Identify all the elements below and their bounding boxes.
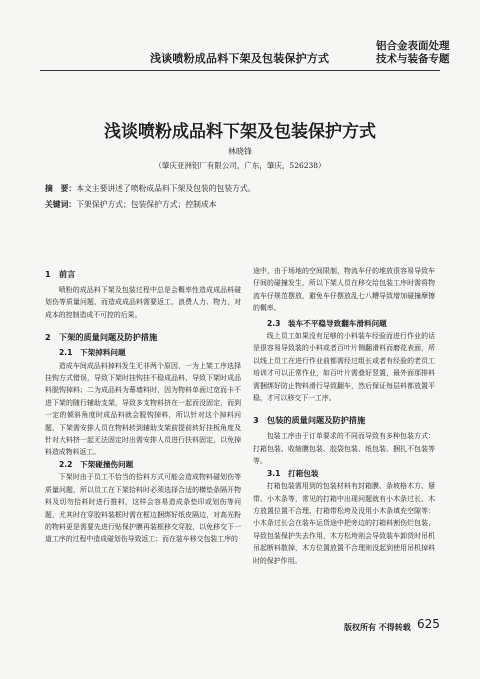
right-column [253, 265, 435, 567]
running-title: 浅谈喷粉成品料下架及包装保护方式 [150, 52, 330, 65]
article-title: 浅谈喷粉成品料下架及包装保护方式 [104, 122, 376, 142]
section-3-paragraph: 包装工序由于订单要求的不同而导致有多种包装方式：打箱包装、收缩膜包装、胶袋包装、纸包装、捆扎不包装等等。 [253, 432, 435, 466]
section-3-heading: 3 包装的质量问题及防护措施 [253, 415, 366, 426]
page-number: 625 [417, 617, 440, 631]
journal-line-1: 铝合金表面处理 [376, 40, 450, 52]
header-rule [40, 70, 440, 71]
journal-line-2: 技术与装备专题 [376, 53, 450, 65]
section-3-1-heading: 3.1 打箱包装 [267, 468, 319, 478]
section-2-1-heading: 2.1 下架掉料问题 [59, 348, 126, 358]
abstract [45, 183, 256, 194]
section-2-2-paragraph: 下架时由于员工不恰当的拾料方式可能会造成物料碰划伤等质量问题，所以员工在下架拾料时必须选择合适的横垫条隔开物料及切勿拾料时进行推料，这样会容易造成条垫印或划伤等问题，尤其时在穿胶料装框时需在框边捆绑好纸皮隔边，对高光粉的物料更是需要先进行贴保护膜再装框移交穿胶，以免移交下一道工序的过程中造成碰划伤导致返工；而在装车移交包装工序的 [45, 473, 241, 544]
section-2-2-heading: 2.2 下架碰撞伤问题 [59, 459, 134, 469]
affiliation: （肇庆亚洲铝厂有限公司，广东，肇庆，526238） [154, 161, 326, 170]
keywords [45, 199, 217, 210]
copyright-notice: 版权所有 不得转载 [344, 623, 411, 632]
section-2-2-continued: 途中，由于场地的空间限制，物流车仔的堆放很容易导致车仔间的碰撞发生，所以下架人员在移交给包装工序时需将物流车仔规范摆放，避免车仔摆放乱七八糟导致增加碰撞摩擦的概率。 [253, 267, 435, 313]
section-1-paragraph: 喷粉的成品料下架及包装过程中总是会概率性造成成品料碰划伤等质量问题，而造成成品料需要返工，浪费人力、物力，对成本的控制造成不可控的后果。 [45, 286, 241, 319]
section-3-1-paragraph: 打箱包装需用到的包装材料有封箱膜、条坡格木方、掰带、小木条等，常见的打箱中出现问题就有小木条过长、木方放置位置不合理、打箱带松垮及没用小木条填充空隙等：小木条过长会在装车运货途中把旁边的打箱料割伤烂包装，导致包装保护失去作用，木方松垮则会导致装车卸货时吊机吊起断料散掉，木方位置放置不合理则没起到使用吊机掉料时的保护作用。 [253, 482, 435, 565]
journal-section-label [376, 40, 450, 66]
left-column [45, 263, 241, 546]
section-1-heading: 1 前言 [45, 269, 76, 279]
author: 林晓锋 [228, 147, 252, 156]
section-2-3-paragraph: 线上员工如果没有足够的小料装车经验而进行作业的话是很容易导致装的小料或者百叶片侧翻滑料而磨花表面，所以线上员工在进行作业前都需经过组长或者有经验的老员工培训才可以正常作业，如百叶片需叠好竖置，最外面那排料需捆绑好防止物料滑行导致翻车，然后保证每层料都放置平稳，才可以移交下一工序。 [253, 332, 435, 403]
section-2-3-heading: 2.3 装车不平稳导致翻车滑料问题 [267, 318, 387, 328]
keywords-text: 下架保护方式；包装保护方式；控制成本 [76, 200, 217, 209]
keywords-label: 关键词： [45, 200, 77, 209]
section-2-heading: 2 下架的质量问题及防护措施 [45, 332, 158, 343]
abstract-text: 本文主要讲述了喷粉成品料下架及包装的包装方式。 [76, 184, 256, 193]
section-2-1-paragraph: 造成车间成品料掉料发生无非两个原因，一为上架工序选择挂钩方式错误，导致下架时挂钩挂不稳成品料，导致下架时成品料脱钩掉料；二为成品料为幕墙料时，因为物料单面过宽而卡不进下架的随行辅助支架，导致多支物料挤在一起而没固定，而到一定的倾斜角度时成品料就会脱钩掉料，所以针对这个掉料问题，下架需安排人员在物料转到辅助支架前提前转好挂板角度及针对大料挤一起无法固定时出需安排人员进行扶料固定，以免掉料造成物料返工。 [45, 361, 241, 457]
abstract-label: 摘 要： [45, 184, 77, 193]
